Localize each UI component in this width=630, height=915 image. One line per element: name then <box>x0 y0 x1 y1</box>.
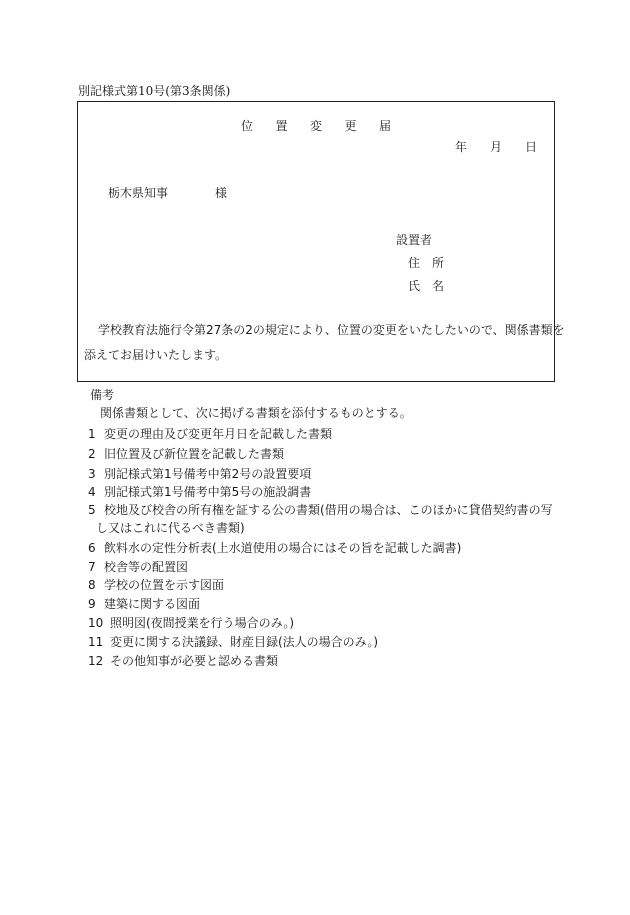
note-text: 変更に関する決議録、財産目録(法人の場合のみ。) <box>110 635 379 649</box>
note-number: 1 <box>88 427 96 441</box>
note-item <box>88 654 278 668</box>
form-title-char: 更 <box>344 119 357 133</box>
form-title-char: 届 <box>378 119 391 133</box>
note-item <box>88 616 294 630</box>
name-label <box>408 279 444 293</box>
note-item <box>88 485 311 499</box>
note-number: 3 <box>88 467 96 481</box>
note-item <box>88 427 332 441</box>
note-number: 7 <box>88 560 96 574</box>
note-text: 別記様式第1号備考中第2号の設置要項 <box>104 467 312 481</box>
note-number: 12 <box>88 654 104 668</box>
address-label-char: 所 <box>431 256 444 270</box>
date-line <box>455 140 537 154</box>
date-year-label: 年 <box>455 140 468 154</box>
name-label-char: 名 <box>431 279 444 293</box>
note-item <box>88 578 224 592</box>
form-title-char: 置 <box>275 119 288 133</box>
note-number: 8 <box>88 578 96 592</box>
notes-intro: 関係書類として、次に掲げる書類を添付するものとする。 <box>100 406 412 420</box>
address-label-char: 住 <box>408 256 421 270</box>
note-text: 別記様式第1号備考中第5号の施設調書 <box>104 485 312 499</box>
note-item <box>88 560 188 574</box>
note-text: 校舎等の配置図 <box>104 560 189 574</box>
form-box <box>77 101 565 382</box>
body-text-line: 学校教育法施行令第27条の2の規定により、位置の変更をいたしたいので、関係書類を <box>98 323 565 337</box>
note-item <box>88 503 553 517</box>
note-text: 旧位置及び新位置を記載した書類 <box>104 447 285 461</box>
form-title <box>241 119 391 133</box>
note-item <box>88 597 200 611</box>
note-text: 照明図(夜間授業を行う場合のみ。) <box>110 616 295 630</box>
note-item <box>88 541 461 555</box>
note-item <box>88 635 378 649</box>
addressee-honorific: 様 <box>215 186 228 200</box>
applicant-label: 設置者 <box>396 233 433 247</box>
form-title-char: 位 <box>241 119 254 133</box>
note-text-continuation: し又はこれに代るべき書類) <box>96 521 245 535</box>
note-number: 10 <box>88 616 104 630</box>
address-label <box>408 256 444 270</box>
note-text: 学校の位置を示す図面 <box>104 578 225 592</box>
note-text: 変更の理由及び変更年月日を記載した書類 <box>104 427 333 441</box>
form-title-char: 変 <box>309 119 322 133</box>
note-number: 4 <box>88 485 96 499</box>
note-number: 6 <box>88 541 96 555</box>
note-text: その他知事が必要と認める書類 <box>110 654 279 668</box>
note-text: 飲料水の定性分析表(上水道使用の場合にはその旨を記載した調書) <box>104 541 462 555</box>
note-item <box>88 467 311 481</box>
note-number: 2 <box>88 447 96 461</box>
note-text: 建築に関する図面 <box>104 597 201 611</box>
body-text-line: 添えてお届けいたします。 <box>84 348 228 362</box>
note-item <box>88 447 284 461</box>
note-text: 校地及び校舎の所有権を証する公の書類(借用の場合は、このほかに貸借契約書の写 <box>104 503 553 517</box>
note-number: 11 <box>88 635 104 649</box>
date-day-label: 日 <box>524 140 537 154</box>
form-number: 別記様式第10号(第3条関係) <box>78 84 231 98</box>
note-number: 9 <box>88 597 96 611</box>
date-month-label: 月 <box>489 140 502 154</box>
name-label-char: 氏 <box>408 279 421 293</box>
notes-heading: 備考 <box>90 388 115 402</box>
note-number: 5 <box>88 503 96 517</box>
addressee: 栃木県知事 <box>108 186 169 200</box>
